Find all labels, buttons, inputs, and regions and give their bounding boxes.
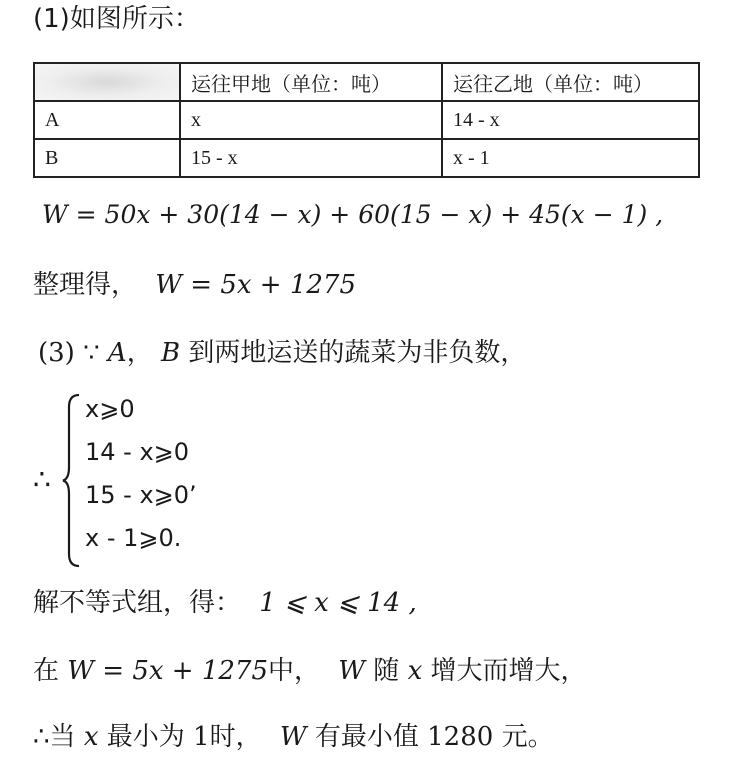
cost-equation: W = 50x + 30(14 − x) + 60(15 − x) + 45(x − 1) , <box>42 200 664 229</box>
mono-mid: 中， <box>268 656 321 686</box>
left-brace-icon <box>61 393 83 568</box>
mono-post: 增大而增大， <box>430 656 587 686</box>
conc-mid: 最小为 <box>106 722 185 752</box>
conc-x: x <box>83 722 99 752</box>
separator: ， <box>126 338 153 368</box>
table-row <box>34 101 699 139</box>
solve-expr: 1 ⩽ x ⩽ 14 , <box>259 588 417 618</box>
cell-a-yi: 14 - x <box>442 101 699 139</box>
mono-w: W <box>338 656 366 686</box>
mono-x: x <box>407 656 423 686</box>
simplify-expr: W = 5x + 1275 <box>155 270 357 300</box>
conc-value: 1280 <box>427 722 494 752</box>
conc-yuan: 元。 <box>501 722 554 752</box>
inequality-3: 15 - x⩾0’ <box>85 481 197 509</box>
conclusion-line <box>33 722 554 753</box>
part3-text: 到两地运送的蔬菜为非负数， <box>188 338 527 368</box>
cell-b-yi: x - 1 <box>442 139 699 177</box>
part3-number: (3) ∵ <box>38 338 100 368</box>
conc-you: 有最小值 <box>314 722 419 752</box>
monotonic-line <box>33 656 587 687</box>
inequality-system <box>33 393 293 568</box>
mono-pre: 在 <box>33 656 60 686</box>
solve-line <box>33 588 417 619</box>
mono-expr: W = 5x + 1275 <box>67 656 269 686</box>
solve-label: 解不等式组，得： <box>33 588 242 618</box>
var-b: B <box>160 338 181 368</box>
row-label-a: A <box>34 101 180 139</box>
conc-one: 1 <box>193 722 210 752</box>
mono-sui: 随 <box>373 656 400 686</box>
therefore-symbol: ∴ <box>33 463 51 496</box>
simplify-line <box>33 270 356 301</box>
header-destination-a: 运往甲地（单位：吨） <box>180 63 442 101</box>
cell-b-jia: 15 - x <box>180 139 442 177</box>
cell-a-jia: x <box>180 101 442 139</box>
inequality-4: x - 1⩾0. <box>85 524 182 552</box>
heading: (1)如图所示： <box>33 4 200 34</box>
blurred-corner-cell <box>34 63 180 101</box>
data-table <box>33 62 700 178</box>
conc-w: W <box>279 722 307 752</box>
row-label-b: B <box>34 139 180 177</box>
header-destination-b: 运往乙地（单位：吨） <box>442 63 699 101</box>
conc-shi: 时， <box>209 722 262 752</box>
conc-pre: ∴当 <box>33 722 76 752</box>
table-row <box>34 139 699 177</box>
inequality-1: x⩾0 <box>85 395 135 423</box>
part3-line <box>38 338 526 369</box>
simplify-label: 整理得， <box>33 270 138 300</box>
var-a: A <box>107 338 127 368</box>
table-header-row <box>34 63 699 101</box>
inequality-2: 14 - x⩾0 <box>85 438 190 466</box>
